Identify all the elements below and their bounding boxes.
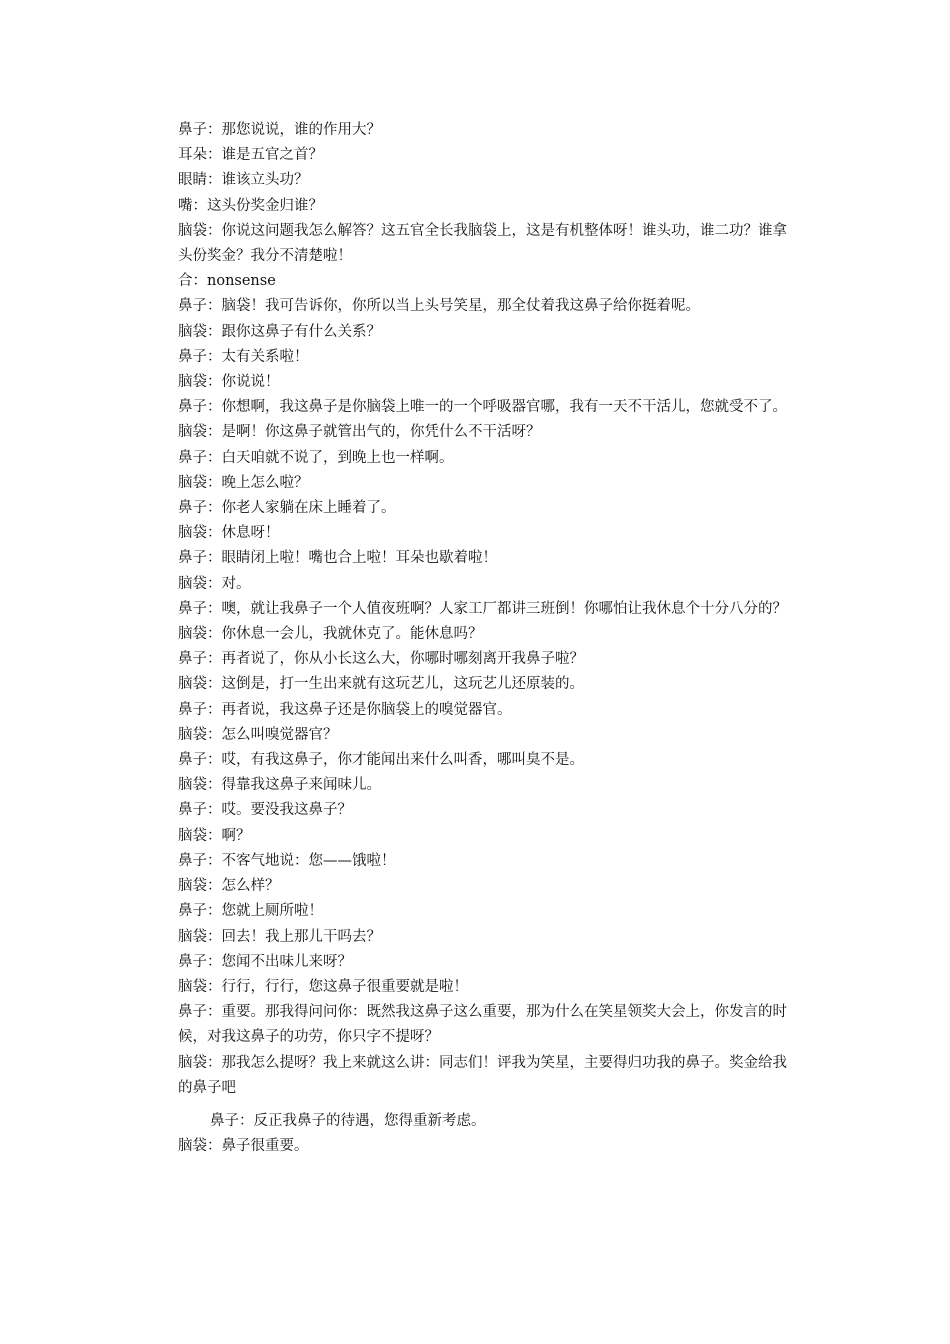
dialogue-line: 脑袋：跟你这鼻子有什么关系？ [178,323,381,340]
dialogue-line: 脑袋：休息呀！ [178,525,280,542]
dialogue-line: 鼻子：太有关系啦！ [178,348,309,365]
dialogue-line: 鼻子：脑袋！我可告诉你，你所以当上头号笑星，那全仗着我这鼻子给你挺着呢。 [178,298,700,315]
dialogue-line: 鼻子：白天咱就不说了，到晚上也一样啊。 [178,449,454,466]
dialogue-line: 鼻子：眼睛闭上啦！嘴也合上啦！耳朵也歇着啦！ [178,550,497,567]
final-dialogue-line: 脑袋：鼻子很重要。 [178,1138,309,1155]
dialogue-line: 脑袋：你说说！ [178,374,280,391]
dialogue-line: 脑袋：这倒是，打一生出来就有这玩艺儿，这玩艺儿还原装的。 [178,676,584,693]
indented-dialogue-line: 鼻子：反正我鼻子的待遇，您得重新考虑。 [210,1112,486,1129]
dialogue-line: 鼻子：哎。要没我这鼻子？ [178,802,352,819]
dialogue-line: 眼睛：谁该立头功？ [178,172,309,189]
dialogue-line: 鼻子：重要。那我得问问你：既然我这鼻子这么重要，那为什么在笑星领奖大会上，你发言的时候，对我这鼻子的功劳，你只字不提呀？ [178,1004,787,1046]
dialogue-line: 嘴：这头份奖金归谁？ [178,197,323,214]
dialogue-line: 鼻子：你想啊，我这鼻子是你脑袋上唯一的一个呼吸器官哪，我有一天不干活儿，您就受不了。 [178,399,787,416]
dialogue-line: 脑袋：怎么叫嗅觉器官？ [178,726,338,743]
dialogue-line: 脑袋：行行，行行，您这鼻子很重要就是啦！ [178,978,468,995]
dialogue-line: 脑袋：对。 [178,575,251,592]
dialogue-text [178,118,788,1159]
dialogue-line: 鼻子：您就上厕所啦！ [178,903,323,920]
dialogue-line: 合：nonsense [178,273,276,290]
dialogue-line: 鼻子：你老人家躺在床上睡着了。 [178,500,396,517]
dialogue-line: 鼻子：再者说，我这鼻子还是你脑袋上的嗅觉器官。 [178,701,512,718]
dialogue-line: 脑袋：是啊！你这鼻子就管出气的，你凭什么不干活呀？ [178,424,541,441]
dialogue-line: 鼻子：不客气地说：您——饿啦！ [178,852,396,869]
dialogue-line: 脑袋：那我怎么提呀？我上来就这么讲：同志们！评我为笑星，主要得归功我的鼻子。奖金给我的鼻子吧 [178,1054,787,1096]
dialogue-line: 脑袋：你休息一会儿，我就休克了。能休息吗？ [178,626,483,643]
paragraph-gap [178,1101,788,1109]
dialogue-line: 鼻子：那您说说，谁的作用大？ [178,122,381,138]
dialogue-line: 脑袋：你说这问题我怎么解答？这五官全长我脑袋上，这是有机整体呀！谁头功，谁二功？谁拿头份奖金？我分不清楚啦！ [178,222,787,265]
dialogue-line: 脑袋：怎么样？ [178,878,280,895]
dialogue-line: 鼻子：再者说了，你从小长这么大，你哪时哪刻离开我鼻子啦？ [178,651,584,668]
dialogue-line: 脑袋：啊？ [178,827,251,844]
dialogue-line: 脑袋：晚上怎么啦？ [178,474,309,491]
dialogue-line: 鼻子：噢，就让我鼻子一个人值夜班啊？人家工厂都讲三班倒！你哪怕让我休息个十分八分的？ [178,600,787,617]
dialogue-line: 脑袋：回去！我上那儿干吗去？ [178,928,381,945]
dialogue-line: 耳朵：谁是五官之首？ [178,147,323,164]
dialogue-line: 脑袋：得靠我这鼻子来闻味儿。 [178,777,381,794]
dialogue-line: 鼻子：您闻不出味儿来呀？ [178,953,352,970]
dialogue-line: 鼻子：哎，有我这鼻子，你才能闻出来什么叫香，哪叫臭不是。 [178,752,584,769]
